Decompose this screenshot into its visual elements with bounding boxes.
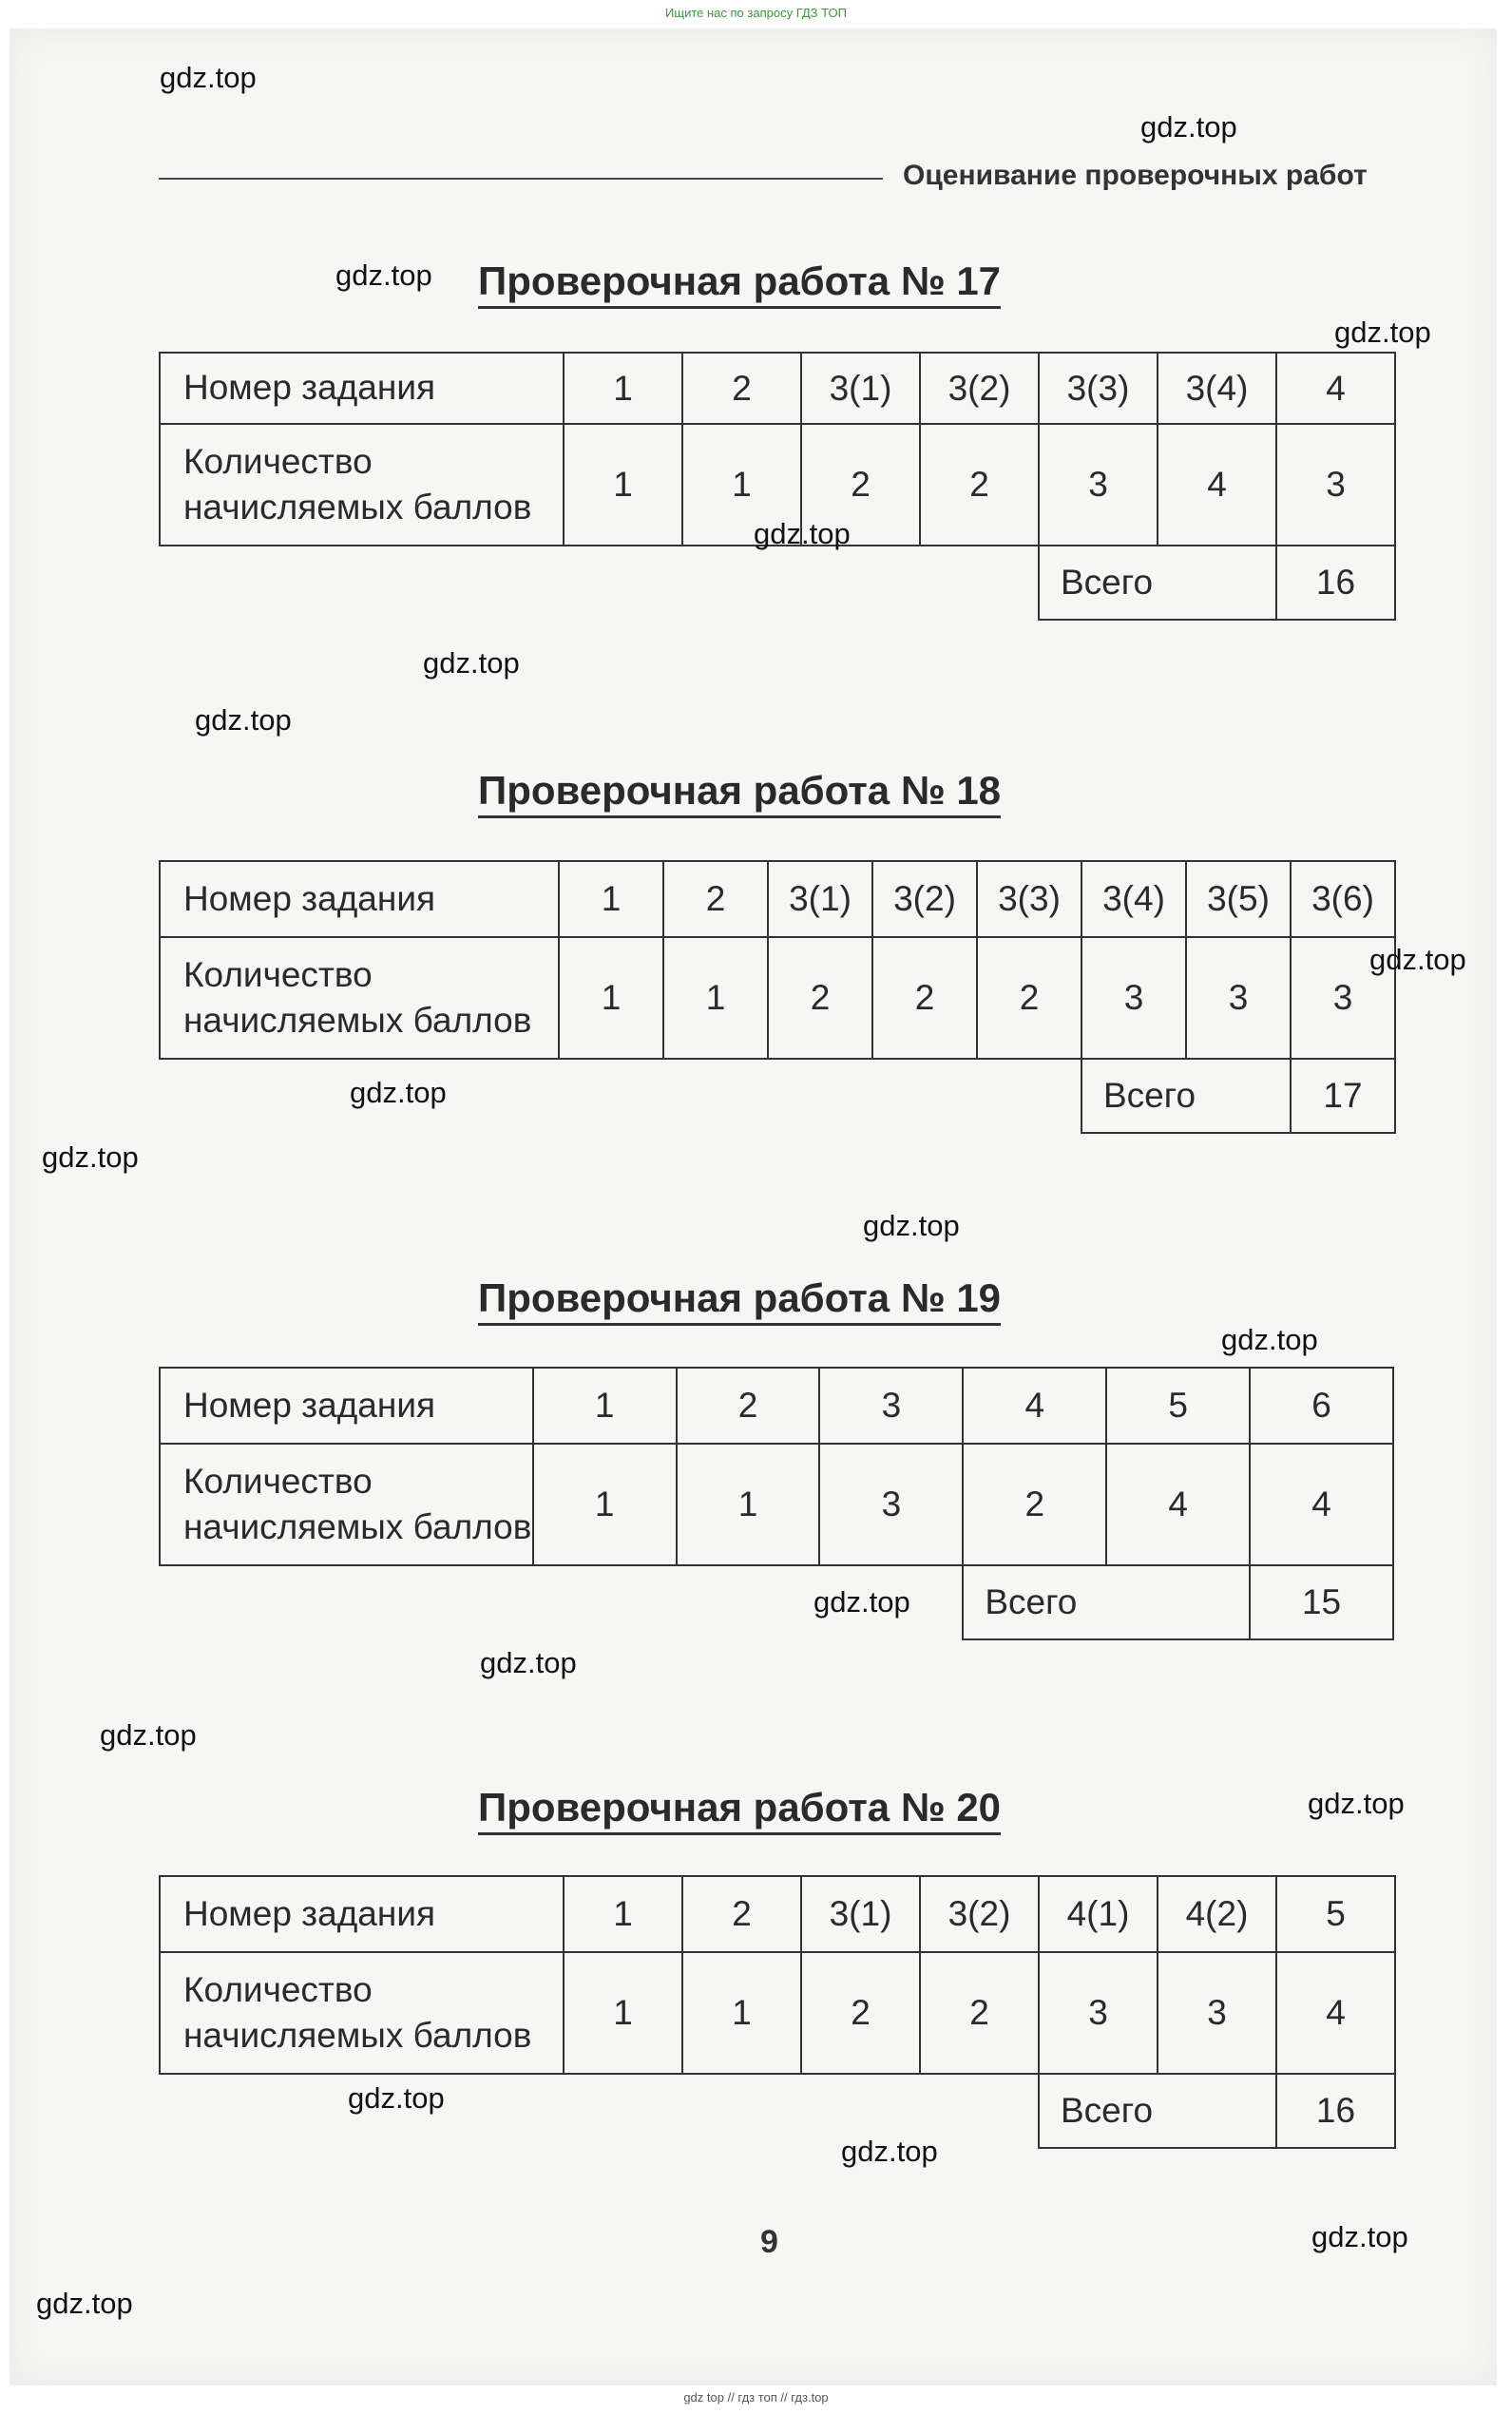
work-19-table	[159, 1367, 1394, 1640]
task-number-cell: 3(4)	[1158, 353, 1276, 424]
points-cell: 4	[1158, 424, 1276, 546]
total-label: Всего	[1081, 1059, 1291, 1133]
total-label: Всего	[1039, 546, 1276, 620]
watermark: gdz.top	[1334, 316, 1431, 349]
points-label-line2: начисляемых баллов	[183, 488, 532, 527]
task-number-label: Номер задания	[160, 353, 564, 424]
points-cell: 3	[1039, 424, 1158, 546]
task-number-cell: 1	[559, 861, 663, 937]
watermark: gdz.top	[480, 1646, 577, 1679]
watermark: gdz.top	[1369, 943, 1466, 976]
points-cell: 3	[819, 1444, 963, 1565]
work-19-title: Проверочная работа № 19	[478, 1275, 1001, 1326]
blank-cell	[160, 1059, 1081, 1133]
points-label-line1: Количество	[183, 954, 373, 994]
points-cell: 3	[1276, 424, 1395, 546]
points-cell: 2	[977, 937, 1081, 1059]
header-rule	[159, 178, 883, 180]
task-number-cell: 2	[682, 353, 801, 424]
task-number-cell: 3(3)	[977, 861, 1081, 937]
task-number-cell: 3(2)	[920, 1876, 1039, 1952]
task-number-cell: 1	[533, 1368, 677, 1444]
points-cell: 1	[682, 1952, 801, 2074]
work-20-title: Проверочная работа № 20	[478, 1785, 1001, 1835]
total-value: 15	[1250, 1565, 1393, 1639]
ad-banner-bottom[interactable]: gdz top // гдз топ // гдз.top	[683, 2390, 829, 2404]
watermark: gdz.top	[100, 1718, 197, 1752]
points-cell: 1	[533, 1444, 677, 1565]
task-number-label: Номер задания	[160, 1876, 564, 1952]
task-number-label: Номер задания	[160, 1368, 533, 1444]
points-label	[160, 1444, 533, 1565]
task-number-cell: 2	[677, 1368, 820, 1444]
total-value: 17	[1291, 1059, 1395, 1133]
watermark: gdz.top	[1221, 1323, 1318, 1356]
points-label-line2: начисляемых баллов	[183, 2016, 532, 2055]
points-cell: 4	[1106, 1444, 1250, 1565]
running-header: Оценивание проверочных работ	[903, 160, 1368, 191]
work-18-table	[159, 860, 1396, 1134]
watermark: gdz.top	[160, 61, 257, 94]
points-cell: 3	[1158, 1952, 1276, 2074]
points-label-line1: Количество	[183, 1969, 373, 2009]
task-number-cell: 4(1)	[1039, 1876, 1158, 1952]
task-number-cell: 3(1)	[768, 861, 872, 937]
task-number-cell: 3(1)	[801, 353, 920, 424]
watermark: gdz.top	[42, 1140, 139, 1174]
points-label	[160, 1952, 564, 2074]
watermark: gdz.top	[1140, 110, 1237, 144]
watermark: gdz.top	[754, 517, 851, 550]
task-number-cell: 2	[663, 861, 768, 937]
points-cell: 2	[801, 1952, 920, 2074]
watermark: gdz.top	[841, 2135, 938, 2168]
points-cell: 3	[1081, 937, 1186, 1059]
points-cell: 2	[768, 937, 872, 1059]
points-cell: 2	[963, 1444, 1106, 1565]
watermark: gdz.top	[335, 259, 432, 292]
ad-banner-top[interactable]: Ищите нас по запросу ГДЗ ТОП	[665, 6, 847, 20]
points-label-line1: Количество	[183, 1461, 373, 1501]
total-value: 16	[1276, 2074, 1395, 2148]
work-20-table	[159, 1875, 1396, 2149]
task-number-cell: 6	[1250, 1368, 1393, 1444]
total-label: Всего	[963, 1565, 1250, 1639]
total-value: 16	[1276, 546, 1395, 620]
points-cell: 1	[559, 937, 663, 1059]
task-number-cell: 5	[1106, 1368, 1250, 1444]
watermark: gdz.top	[350, 1076, 447, 1109]
task-number-cell: 4	[963, 1368, 1106, 1444]
points-cell: 1	[663, 937, 768, 1059]
work-17-table	[159, 352, 1396, 621]
points-cell: 3	[1039, 1952, 1158, 2074]
task-number-cell: 3(3)	[1039, 353, 1158, 424]
points-cell: 1	[682, 424, 801, 546]
watermark: gdz.top	[36, 2287, 133, 2320]
task-number-cell: 3(4)	[1081, 861, 1186, 937]
points-cell: 1	[564, 424, 682, 546]
watermark: gdz.top	[863, 1209, 960, 1242]
watermark: gdz.top	[195, 703, 292, 737]
watermark: gdz.top	[348, 2081, 445, 2115]
task-number-cell: 3	[819, 1368, 963, 1444]
points-cell: 3	[1291, 937, 1395, 1059]
task-number-cell: 3(2)	[872, 861, 977, 937]
watermark: gdz.top	[813, 1585, 910, 1619]
points-cell: 2	[801, 424, 920, 546]
task-number-label: Номер задания	[160, 861, 559, 937]
watermark: gdz.top	[1311, 2220, 1408, 2253]
points-label-line1: Количество	[183, 441, 373, 481]
total-label: Всего	[1039, 2074, 1276, 2148]
watermark: gdz.top	[1308, 1787, 1405, 1820]
page-number: 9	[760, 2224, 778, 2260]
points-label-line2: начисляемых баллов	[183, 1001, 532, 1040]
task-number-cell: 3(5)	[1186, 861, 1291, 937]
task-number-cell: 2	[682, 1876, 801, 1952]
points-cell: 1	[677, 1444, 820, 1565]
work-18-title: Проверочная работа № 18	[478, 768, 1001, 818]
task-number-cell: 4(2)	[1158, 1876, 1276, 1952]
points-label-line2: начисляемых баллов	[183, 1507, 532, 1546]
task-number-cell: 5	[1276, 1876, 1395, 1952]
points-label	[160, 424, 564, 546]
points-cell: 2	[920, 1952, 1039, 2074]
points-cell: 4	[1276, 1952, 1395, 2074]
points-label	[160, 937, 559, 1059]
task-number-cell: 3(1)	[801, 1876, 920, 1952]
task-number-cell: 1	[564, 353, 682, 424]
points-cell: 3	[1186, 937, 1291, 1059]
watermark: gdz.top	[423, 646, 520, 680]
task-number-cell: 4	[1276, 353, 1395, 424]
points-cell: 2	[920, 424, 1039, 546]
task-number-cell: 3(6)	[1291, 861, 1395, 937]
task-number-cell: 1	[564, 1876, 682, 1952]
points-cell: 4	[1250, 1444, 1393, 1565]
work-17-title: Проверочная работа № 17	[478, 259, 1001, 309]
blank-cell	[160, 546, 1039, 620]
task-number-cell: 3(2)	[920, 353, 1039, 424]
points-cell: 2	[872, 937, 977, 1059]
points-cell: 1	[564, 1952, 682, 2074]
